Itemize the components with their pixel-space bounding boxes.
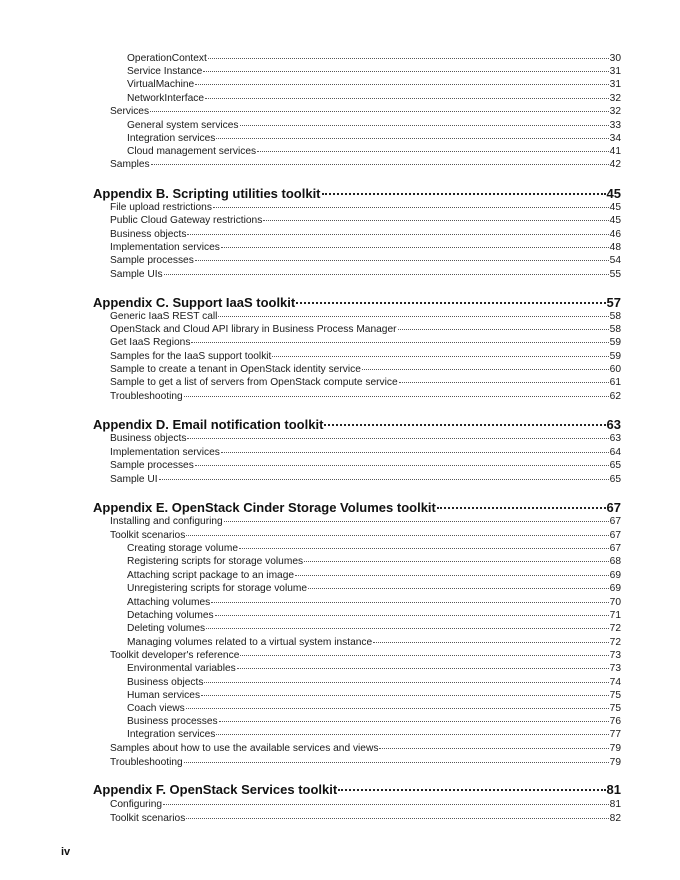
toc-entry-title: Services [110, 106, 150, 117]
toc-entry-page: 65 [609, 460, 621, 471]
dot-leader [195, 465, 609, 466]
toc-entry[interactable] [127, 677, 621, 689]
toc-entry[interactable] [110, 530, 621, 542]
toc-appendix-heading[interactable] [93, 295, 621, 310]
toc-entry[interactable] [110, 351, 621, 363]
toc-entry[interactable] [110, 215, 621, 227]
toc-entry[interactable] [127, 543, 621, 555]
dot-leader [164, 274, 609, 275]
toc-entry-title: Cloud management services [127, 146, 257, 157]
toc-entry-page: 67 [609, 543, 621, 554]
toc-heading-page: 81 [606, 782, 621, 797]
dot-leader [437, 507, 606, 509]
toc-entry-title: Troubleshooting [110, 757, 183, 768]
toc-entry-page: 67 [609, 516, 621, 527]
toc-heading-page: 63 [606, 417, 621, 432]
dot-leader [295, 575, 609, 576]
toc-entry-page: 61 [609, 377, 621, 388]
toc-entry-page: 54 [609, 255, 621, 266]
toc-entry-title: Sample processes [110, 460, 194, 471]
toc-entry[interactable] [127, 79, 621, 91]
toc-entry-page: 74 [609, 677, 621, 688]
dot-leader [338, 789, 605, 791]
dot-leader [187, 438, 608, 439]
toc-entry-page: 82 [609, 813, 621, 824]
toc-entry-title: Service Instance [127, 66, 203, 77]
toc-entry-title: Business objects [110, 433, 187, 444]
toc-entry-title: Managing volumes related to a virtual system instance [127, 637, 373, 648]
toc-entry-title: Sample processes [110, 255, 194, 266]
dot-leader [184, 762, 609, 763]
toc-entry[interactable] [110, 202, 621, 214]
toc-entry-title: Sample to create a tenant in OpenStack identity service [110, 364, 361, 375]
toc-entry[interactable] [110, 324, 621, 336]
toc-entry-page: 32 [609, 106, 621, 117]
toc-entry-title: Sample UIs [110, 269, 163, 280]
toc-entry-title: Attaching script package to an image [127, 570, 295, 581]
toc-heading-title: Appendix D. Email notification toolkit [93, 417, 324, 432]
dot-leader [240, 655, 608, 656]
dot-leader [208, 58, 609, 59]
toc-entry[interactable] [110, 433, 621, 445]
dot-leader [373, 642, 608, 643]
toc-entry-page: 41 [609, 146, 621, 157]
toc-entry-page: 59 [609, 351, 621, 362]
toc-entry-page: 32 [609, 93, 621, 104]
toc-entry-title: General system services [127, 120, 239, 131]
toc-entry-title: Unregistering scripts for storage volume [127, 583, 308, 594]
toc-entry-title: Samples [110, 159, 150, 170]
toc-entry[interactable] [127, 570, 621, 582]
toc-entry-page: 45 [609, 215, 621, 226]
dot-leader [257, 151, 609, 152]
dot-leader [184, 396, 609, 397]
dot-leader [151, 164, 609, 165]
toc-entry[interactable] [127, 66, 621, 78]
toc-heading-page: 67 [606, 500, 621, 515]
toc-entry-page: 77 [609, 729, 621, 740]
toc-entry[interactable] [110, 364, 621, 376]
toc-entry[interactable] [127, 133, 621, 145]
dot-leader [239, 548, 609, 549]
dot-leader [219, 721, 609, 722]
toc-entry[interactable] [110, 242, 621, 254]
toc-entry-title: Samples for the IaaS support toolkit [110, 351, 272, 362]
toc-entry[interactable] [127, 597, 621, 609]
toc-entry-page: 75 [609, 690, 621, 701]
toc-appendix-heading[interactable] [93, 500, 621, 515]
toc-entry-title: Integration services [127, 729, 216, 740]
dot-leader [205, 98, 609, 99]
dot-leader [201, 695, 609, 696]
toc-entry[interactable] [127, 610, 621, 622]
toc-entry-title: Generic IaaS REST call [110, 311, 218, 322]
toc-entry-title: Troubleshooting [110, 391, 183, 402]
toc-entry[interactable] [110, 391, 621, 403]
toc-entry-page: 81 [609, 799, 621, 810]
toc-entry-page: 33 [609, 120, 621, 131]
dot-leader [216, 734, 608, 735]
dot-leader [379, 748, 608, 749]
toc-entry[interactable] [110, 650, 621, 662]
toc-entry-page: 48 [609, 242, 621, 253]
toc-entry-title: Sample to get a list of servers from OpenStack compute service [110, 377, 398, 388]
toc-entry-title: Attaching volumes [127, 597, 211, 608]
toc-entry-title: Environmental variables [127, 663, 236, 674]
dot-leader [324, 424, 605, 426]
dot-leader [308, 588, 609, 589]
toc-entry-title: Creating storage volume [127, 543, 238, 554]
toc-entry-page: 79 [609, 743, 621, 754]
toc-entry-page: 65 [609, 474, 621, 485]
dot-leader [150, 111, 609, 112]
toc-entry-page: 76 [609, 716, 621, 727]
toc-entry[interactable] [110, 799, 621, 811]
toc-entry[interactable] [110, 377, 621, 389]
toc-heading-title: Appendix F. OpenStack Services toolkit [93, 782, 338, 797]
toc-entry-page: 30 [609, 53, 621, 64]
toc-entry[interactable] [127, 53, 621, 65]
toc-entry[interactable] [127, 146, 621, 158]
dot-leader [195, 260, 609, 261]
toc-entry[interactable] [127, 637, 621, 649]
toc-entry-title: Coach views [127, 703, 185, 714]
toc-entry-title: Integration services [127, 133, 216, 144]
toc-entry[interactable] [110, 159, 621, 171]
toc-entry-page: 75 [609, 703, 621, 714]
dot-leader [304, 561, 609, 562]
toc-entry[interactable] [110, 757, 621, 769]
dot-leader [163, 804, 609, 805]
dot-leader [186, 535, 608, 536]
toc-entry-title: File upload restrictions [110, 202, 212, 213]
toc-entry-page: 71 [609, 610, 621, 621]
toc-entry-page: 45 [609, 202, 621, 213]
toc-heading-page: 45 [606, 186, 621, 201]
toc-entry[interactable] [110, 337, 621, 349]
page-number: iv [61, 846, 71, 858]
dot-leader [186, 818, 608, 819]
toc-entry-page: 58 [609, 311, 621, 322]
dot-leader [362, 369, 609, 370]
toc-entry-page: 63 [609, 433, 621, 444]
toc-entry-page: 70 [609, 597, 621, 608]
dot-leader [398, 329, 609, 330]
dot-leader [399, 382, 609, 383]
toc-entry[interactable] [127, 120, 621, 132]
toc-entry[interactable] [110, 106, 621, 118]
toc-entry-page: 55 [609, 269, 621, 280]
toc-entry-page: 42 [609, 159, 621, 170]
toc-entry-page: 72 [609, 623, 621, 634]
toc-heading-page: 57 [606, 295, 621, 310]
toc-entry[interactable] [127, 690, 621, 702]
dot-leader [159, 479, 609, 480]
toc-appendix-heading[interactable] [93, 782, 621, 797]
toc-entry-title: Toolkit scenarios [110, 530, 186, 541]
dot-leader [224, 521, 609, 522]
toc-entry-page: 73 [609, 650, 621, 661]
toc-entry-title: NetworkInterface [127, 93, 205, 104]
dot-leader [211, 602, 608, 603]
toc-heading-title: Appendix E. OpenStack Cinder Storage Volumes toolkit [93, 500, 436, 515]
toc-entry-page: 72 [609, 637, 621, 648]
dot-leader [187, 234, 608, 235]
toc-entry-page: 59 [609, 337, 621, 348]
toc-heading-title: Appendix C. Support IaaS toolkit [93, 295, 296, 310]
toc-entry[interactable] [127, 703, 621, 715]
toc-entry-title: Configuring [110, 799, 163, 810]
toc-entry[interactable] [127, 93, 621, 105]
toc-entry-title: Implementation services [110, 242, 220, 253]
dot-leader [221, 247, 609, 248]
toc-entry-title: Business processes [127, 716, 218, 727]
toc-heading-title: Appendix B. Scripting utilities toolkit [93, 186, 321, 201]
toc-entry-page: 62 [609, 391, 621, 402]
toc-entry-page: 31 [609, 79, 621, 90]
toc-entry-page: 46 [609, 229, 621, 240]
toc-entry[interactable] [127, 623, 621, 635]
toc-entry-page: 34 [609, 133, 621, 144]
toc-entry-title: Deleting volumes [127, 623, 206, 634]
toc-entry[interactable] [110, 255, 621, 267]
toc-entry-title: Toolkit developer's reference [110, 650, 240, 661]
toc-entry-title: Toolkit scenarios [110, 813, 186, 824]
toc-entry-title: Business objects [110, 229, 187, 240]
toc-entry-title: Human services [127, 690, 201, 701]
toc-entry[interactable] [110, 447, 621, 459]
dot-leader [186, 708, 609, 709]
toc-entry[interactable] [127, 716, 621, 728]
dot-leader [203, 71, 608, 72]
toc-entry[interactable] [110, 460, 621, 472]
dot-leader [272, 356, 608, 357]
toc-entry-page: 69 [609, 583, 621, 594]
dot-leader [195, 84, 608, 85]
toc-entry-title: VirtualMachine [127, 79, 195, 90]
dot-leader [204, 682, 608, 683]
dot-leader [237, 668, 609, 669]
toc-entry[interactable] [110, 474, 621, 486]
toc-entry-page: 67 [609, 530, 621, 541]
toc-entry[interactable] [127, 583, 621, 595]
toc-entry-title: Registering scripts for storage volumes [127, 556, 304, 567]
toc-entry-page: 64 [609, 447, 621, 458]
dot-leader [221, 452, 609, 453]
dot-leader [240, 125, 609, 126]
toc-entry-title: OperationContext [127, 53, 207, 64]
toc-entry[interactable] [110, 311, 621, 323]
dot-leader [218, 316, 608, 317]
toc-entry-page: 73 [609, 663, 621, 674]
toc-entry[interactable] [110, 516, 621, 528]
toc-entry-title: Detaching volumes [127, 610, 214, 621]
dot-leader [191, 342, 608, 343]
toc-entry[interactable] [110, 269, 621, 281]
toc-entry-title: Sample UI [110, 474, 158, 485]
dot-leader [216, 138, 608, 139]
toc-entry-page: 58 [609, 324, 621, 335]
toc-appendix-heading[interactable] [93, 186, 621, 201]
toc-entry-title: OpenStack and Cloud API library in Business Process Manager [110, 324, 397, 335]
dot-leader [296, 302, 605, 304]
toc-entry[interactable] [127, 556, 621, 568]
toc-entry-page: 68 [609, 556, 621, 567]
toc-entry-title: Installing and configuring [110, 516, 223, 527]
toc-entry-title: Business objects [127, 677, 204, 688]
dot-leader [215, 615, 609, 616]
toc-entry[interactable] [110, 743, 621, 755]
dot-leader [322, 193, 606, 195]
toc-appendix-heading[interactable] [93, 417, 621, 432]
toc-entry[interactable] [110, 813, 621, 825]
toc-entry-page: 79 [609, 757, 621, 768]
dot-leader [206, 628, 609, 629]
toc-entry[interactable] [127, 663, 621, 675]
toc-entry-title: Public Cloud Gateway restrictions [110, 215, 263, 226]
toc-entry-page: 31 [609, 66, 621, 77]
toc-entry-page: 60 [609, 364, 621, 375]
toc-entry-title: Get IaaS Regions [110, 337, 191, 348]
toc-entry[interactable] [110, 229, 621, 241]
toc-entry-title: Implementation services [110, 447, 220, 458]
dot-leader [263, 220, 608, 221]
dot-leader [213, 207, 609, 208]
toc-entry-page: 69 [609, 570, 621, 581]
toc-entry[interactable] [127, 729, 621, 741]
toc-entry-title: Samples about how to use the available services and views [110, 743, 379, 754]
